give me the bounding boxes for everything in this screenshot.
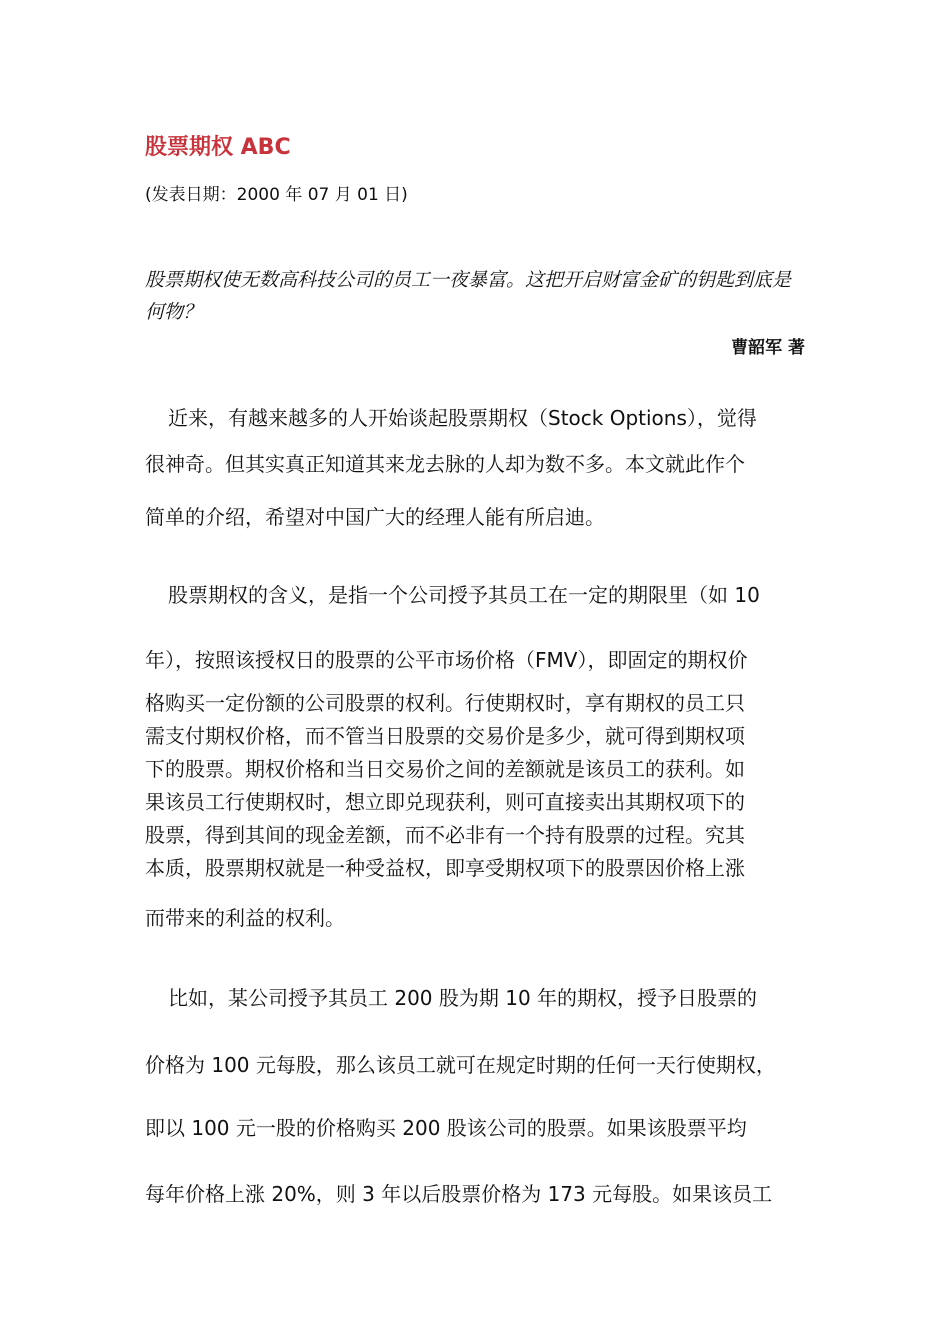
paragraph-3-line: 即以 100 元一股的价格购买 200 股该公司的股票。如果该股票平均 [145,1116,747,1140]
paragraph-2-line: 年），按照该授权日的股票的公平市场价格（FMV），即固定的期权价 [145,648,748,672]
paragraph-3-line: 比如，某公司授予其员工 200 股为期 10 年的期权，授予日股票的 [168,986,758,1010]
article-author: 曹韶军 著 [731,338,805,358]
paragraph-2-line: 果该员工行使期权时，想立即兑现获利，则可直接卖出其期权项下的 [145,790,745,814]
article-title: 股票期权 ABC [145,135,291,160]
paragraph-2-line: 而带来的利益的权利。 [145,906,345,930]
paragraph-2-line: 格购买一定份额的公司股票的权利。行使期权时，享有期权的员工只 [145,691,745,715]
paragraph-3-line: 每年价格上涨 20%，则 3 年以后股票价格为 173 元每股。如果该员工 [145,1182,773,1206]
paragraph-2-line: 需支付期权价格，而不管当日股票的交易价是多少，就可得到期权项 [145,724,745,748]
article-lead: 股票期权使无数高科技公司的员工一夜暴富。这把开启财富金矿的钥匙到底是何物？ [145,269,792,323]
paragraph-2-line: 股票期权的含义，是指一个公司授予其员工在一定的期限里（如 10 [168,583,760,607]
paragraph-1-line: 简单的介绍，希望对中国广大的经理人能有所启迪。 [145,505,605,529]
paragraph-3-line: 价格为 100 元每股，那么该员工就可在规定时期的任何一天行使期权， [145,1053,776,1077]
paragraph-2-line: 下的股票。期权价格和当日交易价之间的差额就是该员工的获利。如 [145,757,745,781]
paragraph-2-line: 股票，得到其间的现金差额，而不必非有一个持有股票的过程。究其 [145,823,745,847]
publish-date: (发表日期：2000 年 07 月 01 日) [145,185,408,205]
paragraph-1-line: 近来，有越来越多的人开始谈起股票期权（Stock Options），觉得 [168,406,757,430]
paragraph-2-line: 本质，股票期权就是一种受益权，即享受期权项下的股票因价格上涨 [145,856,745,880]
paragraph-1-line: 很神奇。但其实真正知道其来龙去脉的人却为数不多。本文就此作个 [145,452,745,476]
